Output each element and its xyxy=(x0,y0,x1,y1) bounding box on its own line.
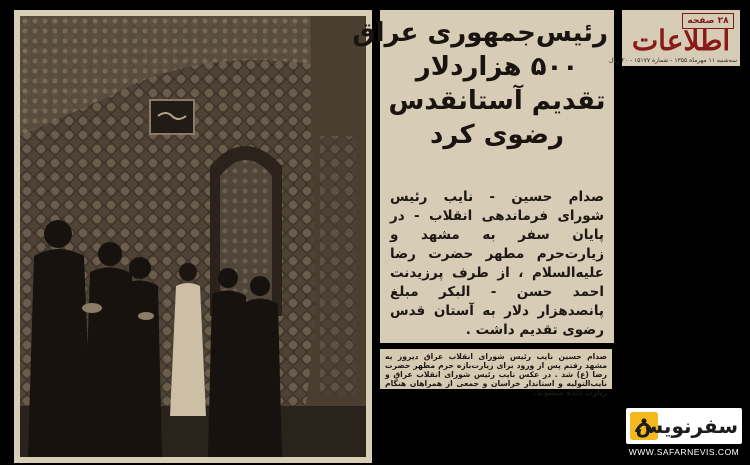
headline-line: رئیس‌جمهوری عراق xyxy=(352,18,608,48)
news-article xyxy=(352,10,614,343)
article-headline xyxy=(352,16,608,152)
photo-caption xyxy=(380,349,612,397)
shrine-photo xyxy=(20,16,366,457)
watermark-brand: سفرنویس xyxy=(635,414,738,438)
headline-line: تقدیم آستانقدس xyxy=(388,86,606,116)
newspaper-logo: اطلاعات xyxy=(631,24,731,57)
headline-line: رضوی کرد xyxy=(430,120,564,150)
newspaper-masthead xyxy=(608,10,740,66)
site-watermark xyxy=(626,408,742,460)
issue-date-line: سه‌شنبه ۱۱ مهرماه ۱۳۵۵ - شماره ۱۵۱۷۷ - ۲۰ ریال xyxy=(608,57,737,64)
news-photo-frame xyxy=(14,10,372,463)
watermark-badge xyxy=(626,408,742,444)
page-count-label: ۲۸ صفحه xyxy=(682,13,734,29)
watermark-url: WWW.SAFARNEVIS.COM xyxy=(628,447,740,457)
headline-line: ۵۰۰ هزاردلار xyxy=(415,52,579,82)
article-body: صدام حسین - نایب رئیس شورای فرماندهی انقلاب - در پایان سفر به مشهد و زیارت‌حرم مطهر حضرت رضا علیه‌السلام ، از طرف پرزیدنت احمد حسن - البکر مبلغ پانصدهزار دلار به آستان قدس رضوی تقدیم داشت . xyxy=(390,189,604,338)
caption-text: صدام حسین نایب رئیس شورای انقلاب عراق دیروز به مشهد رفتم پس از ورود برای زیارت‌بازه حرم مطهر حضرت رضا (ع) شد . در عکس نایب رئیس شورای انقلاب عراق و نایب‌التولیه و استاندار خراسان و جمعی از همراهان هنگام زیارت دیده میشوند. xyxy=(385,352,607,397)
shrine-photo-illustration xyxy=(20,16,366,457)
